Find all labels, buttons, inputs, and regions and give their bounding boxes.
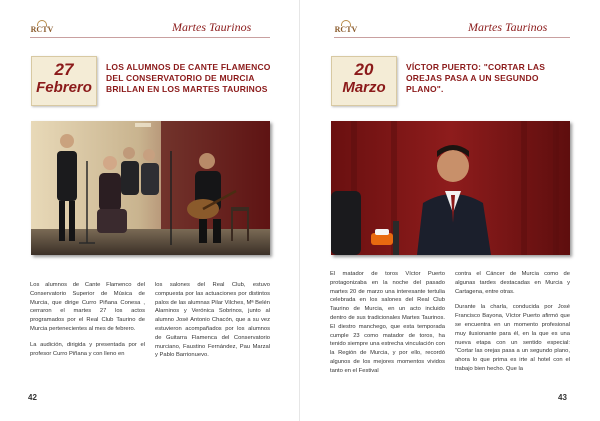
header-divider <box>30 37 270 38</box>
article-column-1 <box>330 270 445 383</box>
logo-text: RCTV <box>30 25 54 34</box>
date-day: 27 <box>54 60 74 79</box>
logo-text: RCTV <box>334 25 358 34</box>
section-title: Martes Taurinos <box>468 20 548 34</box>
paragraph: La audición, dirigida y presentada por el profesor Curro Piñana y con lleno en <box>30 341 145 357</box>
club-logo-icon <box>30 20 54 38</box>
date-month: Febrero <box>36 79 92 96</box>
date-badge <box>31 56 97 106</box>
flamenco-performance-photo <box>31 121 270 255</box>
paragraph: Los alumnos de Cante Flamenco del Conservatorio Superior de Música de Murcia, que dirige Curro Piñana Conesa , cerraron el martes 27 los actos programados por el Real Club Taurino de Murcia pertenecientes al mes de febrero. <box>30 282 145 332</box>
paragraph: los salones del Real Club, estuvo compuesta por las actuaciones por distintos palos de las alumnas Pilar Vilches, Mª Belén Alarninos y Verónica Sobrinos, junto al alumno José Antonio Chacón, que a su vez estuvieron acompañados por los alumnos de Guitarra Flamenca del Conservatorio murciano, Faustino Fernández, Pau Marzal y Pablo Barrionuevo. <box>155 282 270 359</box>
paragraph: contra el Cáncer de Murcia como de algunas tardes destacadas en Murcia y Cartagena, entre otras. <box>455 271 570 295</box>
article-headline: LOS ALUMNOS DE CANTE FLAMENCO DEL CONSERVATORIO DE MURCIA BRILLAN EN LOS MARTES TAURINOS <box>106 62 271 94</box>
header-divider <box>334 37 570 38</box>
paragraph: Durante la charla, conducida por José Francisco Bayona, Víctor Puerto afirmó que se encuentra en un momento profesional muy ilusionante para él, en la que es una nueva etapa con un sentido especial: "Cortar las orejas pasa a un segundo plano, ahora lo que prima es irte al hotel con el trabajo bien hecho. Que la <box>455 304 570 372</box>
article-column-1 <box>30 281 145 365</box>
page-number: 43 <box>558 393 567 402</box>
paragraph: El matador de toros Víctor Puerto protagonizaba en la noche del pasado martes 20 de marzo una interesante tertulia celebrada en los salones del Real Club Taurino de Murcia, en un acto incluido dentro de sus tradicionales Martes Taurinos. El diestro manchego, que esta temporada cumple 23 como matador de toros, ha tenido siempre una estrecha vinculación con la Región de Murcia, y por ello, recordó algunos de los mejores momentos vividos tanto en el Festival <box>330 271 445 374</box>
page-number: 42 <box>28 393 37 402</box>
article-column-2 <box>455 270 570 381</box>
club-logo-icon <box>334 20 358 38</box>
article-headline: VÍCTOR PUERTO: "CORTAR LAS OREJAS PASA A UN SEGUNDO PLANO". <box>406 62 546 94</box>
article-column-2 <box>155 281 270 367</box>
interview-photo <box>331 121 570 255</box>
date-day: 20 <box>354 60 374 79</box>
date-badge <box>331 56 397 106</box>
right-page <box>300 0 600 421</box>
date-month: Marzo <box>342 79 386 96</box>
section-title: Martes Taurinos <box>172 20 252 34</box>
